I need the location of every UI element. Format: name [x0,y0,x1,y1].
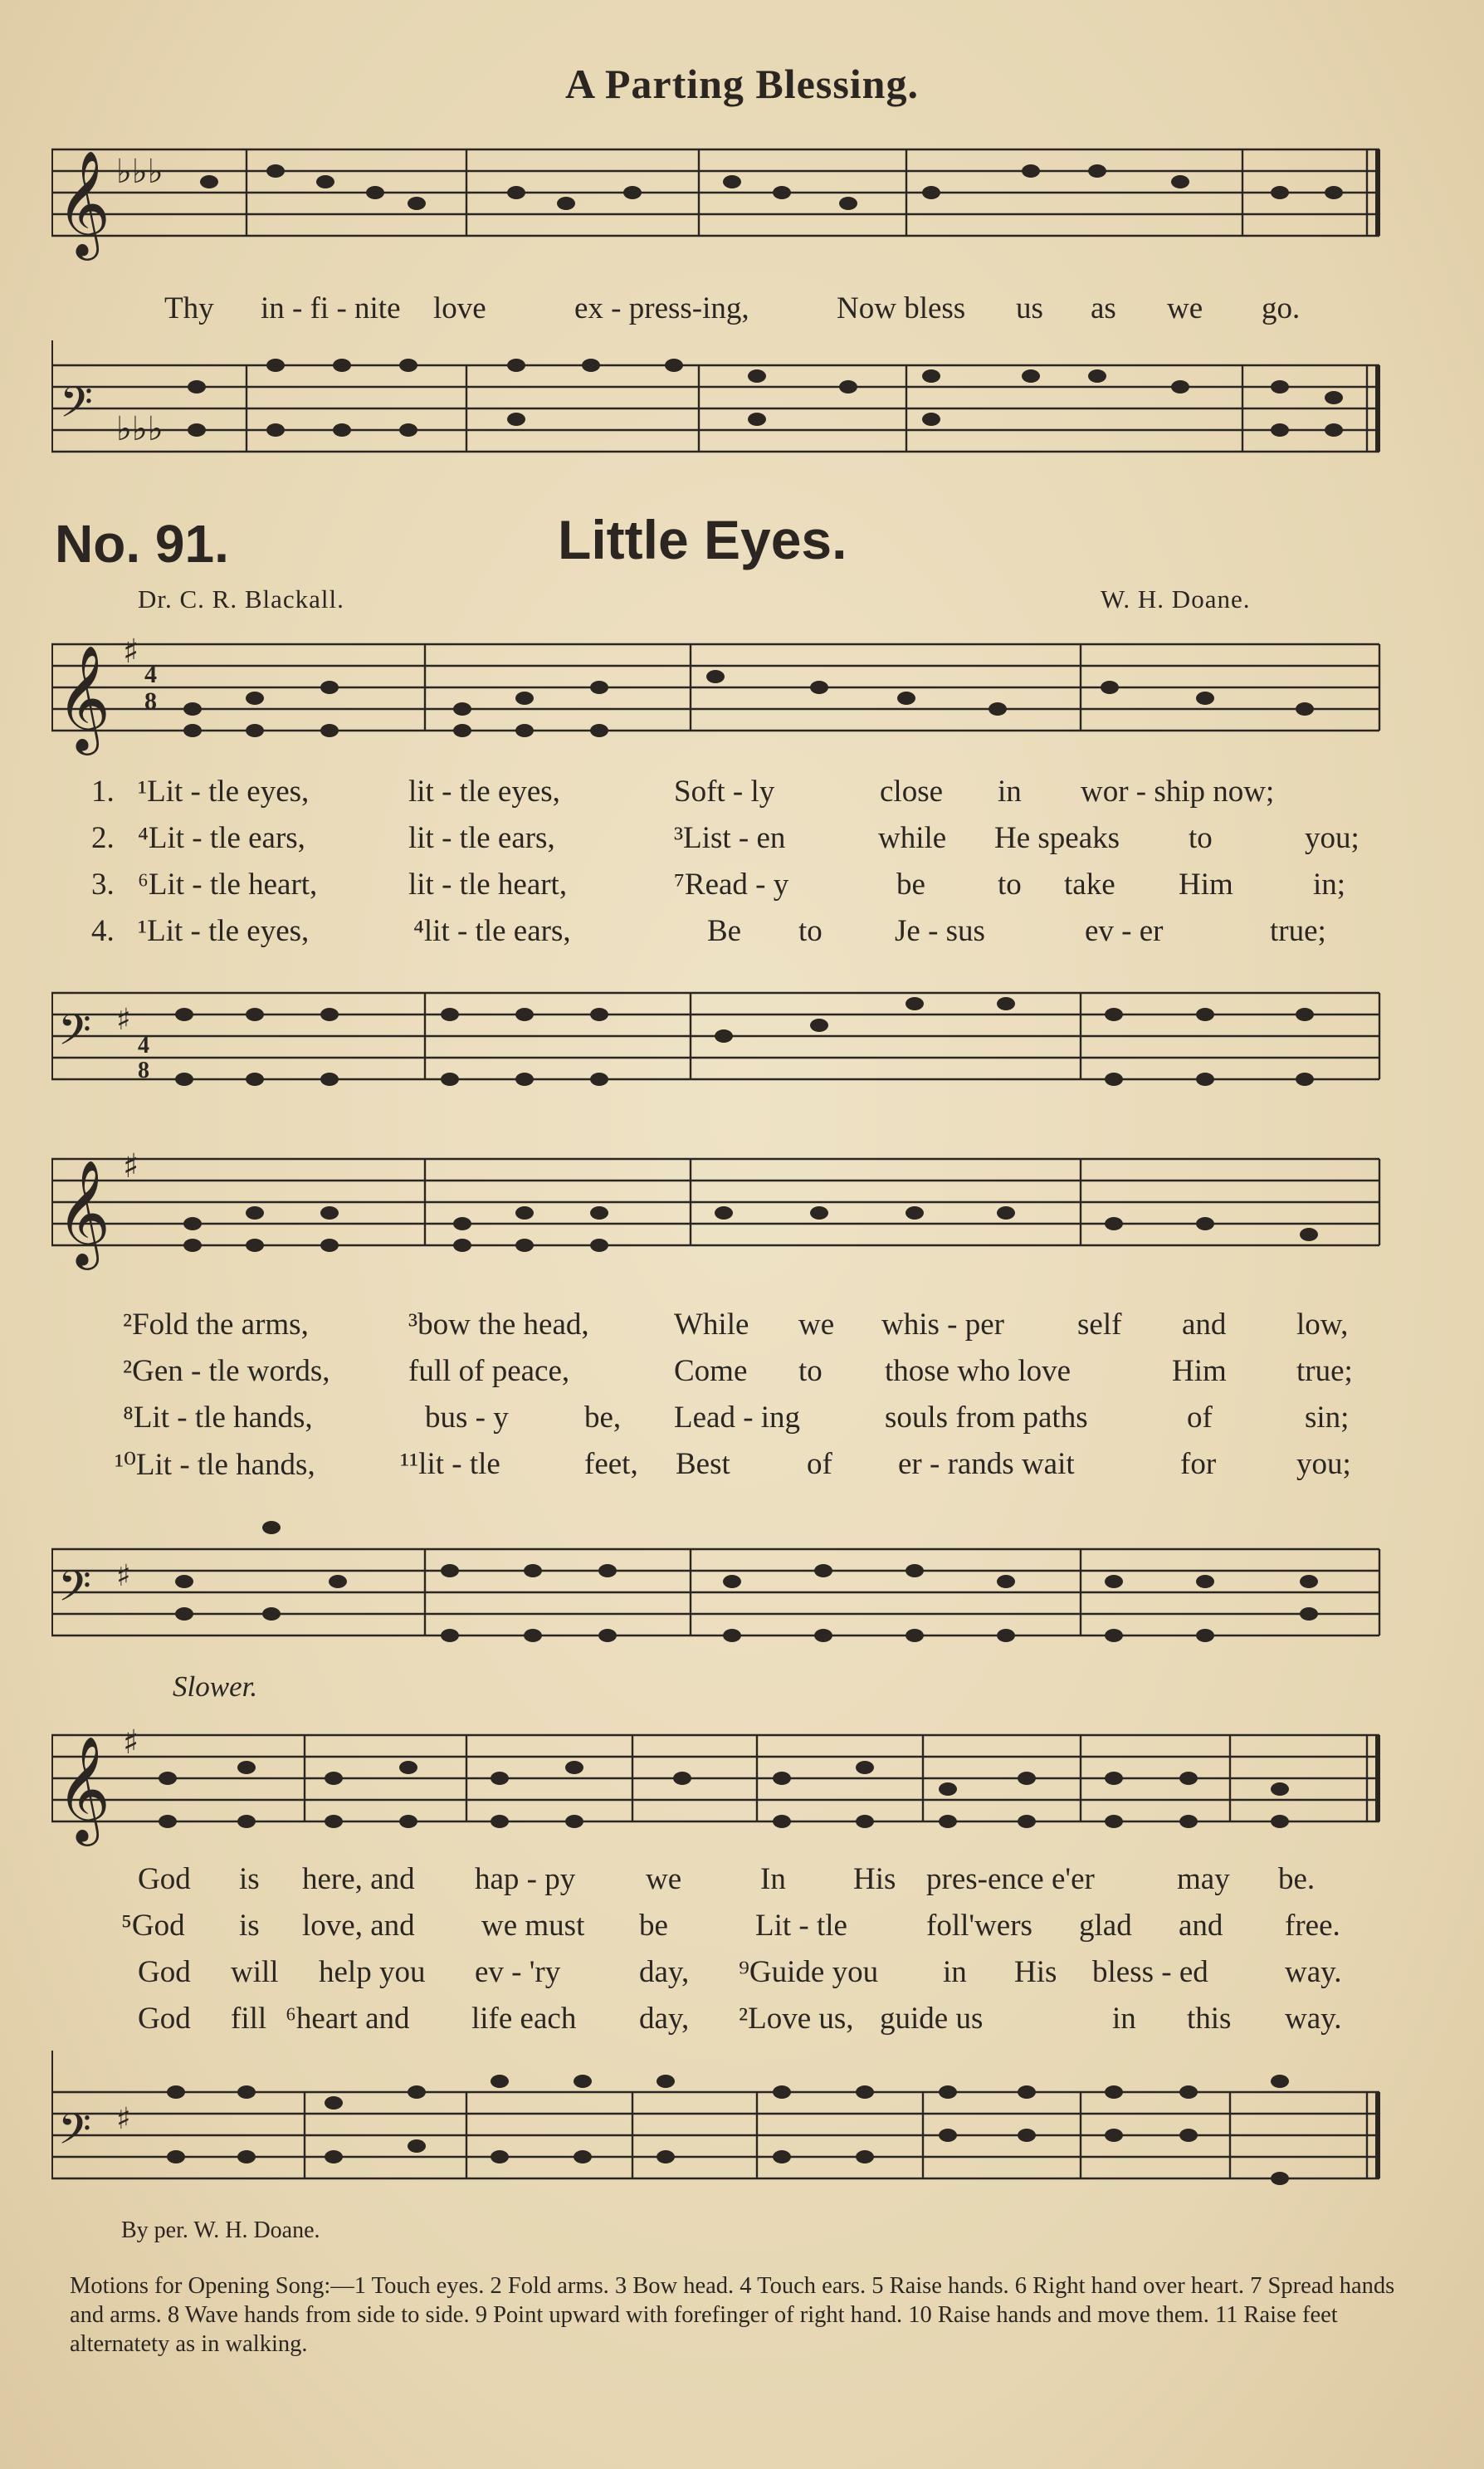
permission-credit: By per. W. H. Doane. [121,2217,320,2243]
system2-bass-staff [51,1503,1396,1669]
verse-4-line-2: ¹⁰Lit - tle hands, ¹¹lit - tle feet, Best of er - rands wait for you; [115,1447,1351,1482]
verse-2-line-3: ⁵God is love, and we must be Lit - tle foll'wers glad and free. [121,1909,1340,1943]
svg-text:♯: ♯ [116,1559,131,1593]
parting-blessing-bass-staff [51,340,1396,490]
motions-footnote: Motions for Opening Song:—1 Touch eyes. 2 Fold arms. 3 Bow head. 4 Touch ears. 5 Raise hands. 6 Right hand over heart. 7 Spread hands and arms. 8 Wave hands from side to side. 9 Point upward with forefinger of right hand. 10 Raise hands and move them. 11 Raise feet alternatety as in walking. [70,2273,1395,2357]
system3-treble-staff [51,1710,1396,1860]
svg-text:♯: ♯ [116,1003,131,1037]
tempo-marking: Slower. [173,1670,258,1703]
svg-text:♯: ♯ [123,1723,139,1762]
lyricist-credit: Dr. C. R. Blackall. [138,584,344,614]
verse-2-line-2: ²Gen - tle words, full of peace, Come to those who love Him true; [123,1354,1353,1388]
parting-blessing-lyrics: Thy in - fi - nite love ex - press-ing, Now bless us as we go. [164,291,1301,325]
verse-3-line-3: God will help you ev - 'ry day, ⁹Guide you in His bless - ed way. [138,1955,1342,1989]
system1-treble-staff [51,614,1396,764]
svg-text:♯: ♯ [116,2102,131,2136]
composer-credit: W. H. Doane. [1101,584,1251,614]
svg-text:𝄞: 𝄞 [56,149,111,256]
svg-text:♯: ♯ [123,1147,139,1186]
verse-4-line-1: 4. ¹Lit - tle eyes, ⁴lit - tle ears, Be to Je - sus ev - er true; [91,914,1326,948]
verse-4-line-3: God fill ⁶heart and life each day, ²Love us, guide us in this way. [138,2002,1342,2036]
verse-1-line-3: God is here, and hap - py we In His pres-ence e'er may be. [138,1862,1316,1896]
svg-text:4: 4 [138,1033,149,1058]
svg-text:𝄢: 𝄢 [58,1561,91,1621]
hymn-number: No. 91. [55,514,229,574]
svg-text:𝄞: 𝄞 [56,1735,111,1841]
svg-text:♯: ♯ [123,633,139,671]
verse-1-line-1: 1. ¹Lit - tle eyes, lit - tle eyes, Soft - ly close in wor - ship now; [91,775,1275,809]
svg-text:4: 4 [144,661,157,688]
svg-text:8: 8 [138,1058,149,1083]
svg-text:𝄢: 𝄢 [58,1005,91,1065]
svg-text:𝄢: 𝄢 [60,377,93,438]
svg-text:𝄞: 𝄞 [56,1159,111,1265]
verse-3-line-1: 3. ⁶Lit - tle heart, lit - tle heart, ⁷Read - y be to take Him in; [91,868,1346,902]
system2-treble-staff [51,1129,1396,1279]
svg-text:𝄞: 𝄞 [56,644,111,750]
svg-text:𝄢: 𝄢 [58,2104,91,2164]
system1-bass-staff [51,955,1396,1104]
verse-3-line-2: ⁸Lit - tle hands, bus - y be, Lead - ing souls from paths of sin; [123,1401,1350,1435]
verse-1-line-2: ²Fold the arms, ³bow the head, While we whis - per self and low, [123,1308,1349,1342]
parting-blessing-treble-staff [51,125,1396,266]
system3-bass-staff [51,2051,1396,2208]
svg-text:♭♭♭: ♭♭♭ [116,410,164,448]
parting-blessing-title: A Parting Blessing. [565,61,919,107]
hymn-title: Little Eyes. [558,509,847,570]
svg-text:♭♭♭: ♭♭♭ [116,153,164,191]
verse-2-line-1: 2. ⁴Lit - tle ears, lit - tle ears, ³List - en while He speaks to you; [91,821,1360,855]
svg-text:8: 8 [144,687,157,715]
